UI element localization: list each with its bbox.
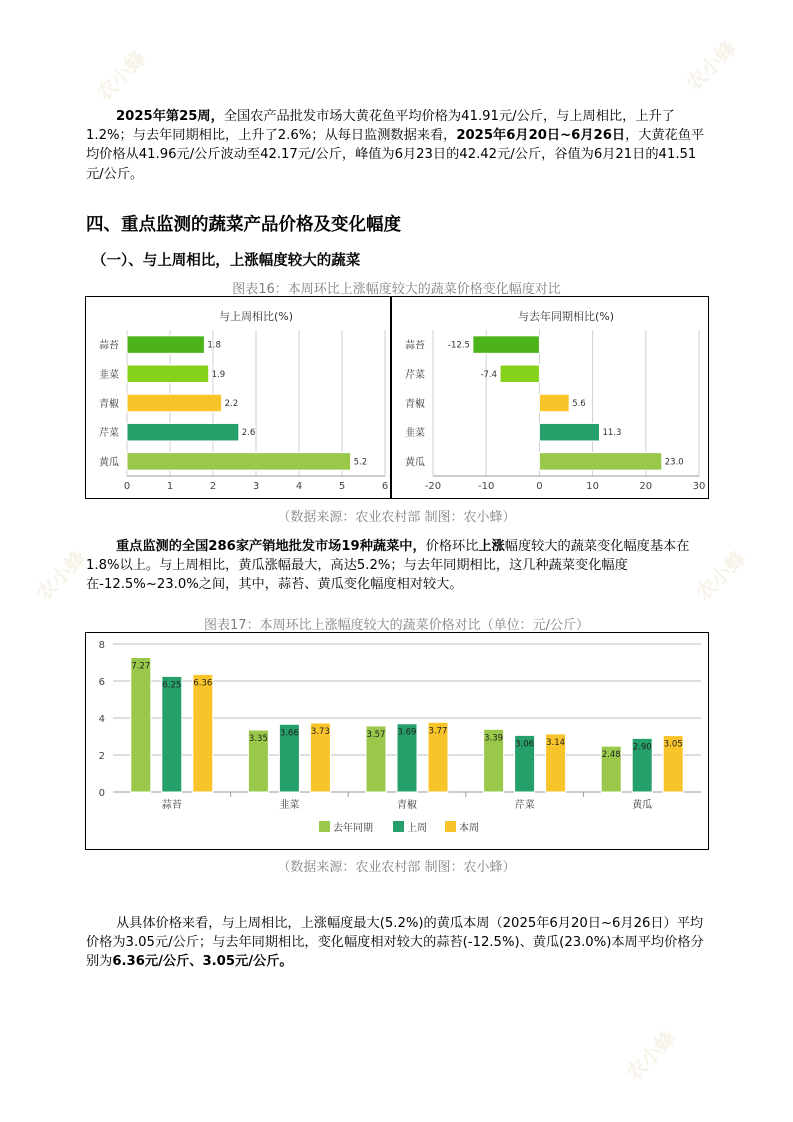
x-tick-label: 30: [692, 481, 706, 492]
data-label: 2.6: [241, 428, 256, 439]
x-tick-label: 6: [381, 481, 389, 492]
watermark: 农小蜂: [31, 545, 91, 606]
bar: [127, 394, 222, 412]
watermark: 农小蜂: [681, 35, 741, 96]
data-label: -12.5: [447, 340, 470, 351]
bar: [539, 423, 599, 441]
data-label: 3.06: [515, 739, 535, 750]
data-label: 6.36: [193, 678, 213, 689]
legend-swatch: [319, 821, 330, 832]
section-title: 四、重点监测的蔬菜产品价格及变化幅度: [86, 215, 401, 235]
chart17-source: （数据来源：农业农村部 制图：农小蜂）: [277, 860, 516, 875]
legend-swatch: [393, 821, 404, 832]
category-label: 青椒: [99, 399, 119, 410]
final-paragraph: 从具体价格来看，与上周相比，上涨幅度最大(5.2%)的黄瓜本周（2025年6月20日~6月26日）平均价格为3.05元/公斤；与去年同期相比，变化幅度相对较大的蒜苔(-12.5%)、黄瓜(23.0%)本周平均价格分别为6.36元/公斤、3.05元/公斤。: [86, 916, 704, 970]
legend-label: 上周: [407, 823, 427, 834]
data-label: 2.90: [632, 742, 652, 753]
bar: [162, 676, 182, 792]
bar: [539, 453, 661, 471]
data-label: 7.27: [131, 661, 151, 672]
data-label: 5.6: [572, 399, 586, 409]
x-tick-label: 20: [639, 481, 653, 492]
category-label: 黄瓜: [99, 457, 119, 469]
x-tick-label: 0: [536, 481, 543, 492]
category-label: 芹菜: [514, 800, 535, 811]
bar: [127, 336, 204, 354]
chart17-caption: 图表17：本周环比上涨幅度较大的蔬菜价格对比（单位：元/公斤）: [204, 618, 589, 633]
y-tick-label: 6: [98, 677, 105, 688]
watermark: 农小蜂: [91, 45, 151, 106]
data-label: -7.4: [480, 369, 498, 380]
category-label: 蒜苔: [161, 800, 182, 811]
data-label: 2.2: [224, 399, 239, 409]
chart16-svg: [85, 296, 709, 499]
chart17: [85, 632, 709, 854]
bar: [127, 453, 351, 471]
x-tick-label: 4: [295, 481, 303, 492]
watermark: 农小蜂: [621, 1025, 681, 1086]
category-label: 韭菜: [99, 369, 119, 381]
chart16-source: （数据来源：农业农村部 制图：农小蜂）: [277, 510, 516, 525]
category-label: 青椒: [397, 800, 417, 811]
legend-swatch: [445, 821, 456, 832]
bar: [127, 423, 239, 441]
chart16-caption: 图表16：本周环比上涨幅度较大的蔬菜价格变化幅度对比: [232, 282, 561, 297]
x-tick-label: 3: [252, 481, 260, 492]
x-tick-label: -10: [478, 481, 495, 492]
category-label: 芹菜: [405, 369, 425, 381]
x-tick-label: 2: [209, 481, 217, 492]
x-tick-label: 0: [123, 481, 131, 492]
x-tick-label: 1: [166, 481, 174, 492]
data-label: 3.05: [663, 739, 683, 750]
data-label: 11.3: [602, 428, 622, 439]
middle-paragraph: 重点监测的全国286家产销地批发市场19种蔬菜中，价格环比上涨幅度较大的蔬菜变化幅度基本在1.8%以上。与上周相比，黄瓜涨幅最大，高达5.2%；与去年同期相比，这几种蔬菜变化幅度在-12.5%~23.0%之间，其中，蒜苔、黄瓜变化幅度相对较大。: [86, 539, 690, 593]
panel-title: 与去年同期相比(%): [517, 310, 615, 323]
subsection-title: （一）、与上周相比，上涨幅度较大的蔬菜: [92, 253, 361, 269]
legend-label: 本周: [459, 823, 479, 834]
category-label: 蒜苔: [405, 340, 425, 352]
data-label: 3.69: [397, 727, 417, 738]
y-tick-label: 4: [98, 714, 105, 725]
category-label: 芹菜: [99, 428, 119, 440]
legend-label: 去年同期: [333, 823, 373, 834]
category-label: 蒜苔: [99, 340, 119, 352]
panel-title: 与上周相比(%): [218, 310, 294, 323]
x-tick-label: -20: [424, 481, 442, 492]
data-label: 1.8: [207, 340, 221, 351]
category-label: 青椒: [405, 399, 425, 410]
category-label: 韭菜: [279, 800, 300, 811]
y-tick-label: 2: [98, 751, 105, 762]
data-label: 2.48: [601, 750, 621, 761]
bar: [539, 394, 569, 412]
watermark: 农小蜂: [691, 545, 751, 606]
y-tick-label: 8: [98, 640, 105, 651]
data-label: 1.9: [211, 369, 226, 380]
bar: [193, 674, 213, 792]
x-tick-label: 10: [586, 481, 599, 492]
data-label: 3.77: [428, 726, 448, 737]
data-label: 3.39: [484, 733, 504, 744]
bar: [500, 365, 539, 383]
category-label: 韭菜: [405, 428, 425, 440]
data-label: 3.57: [366, 729, 386, 740]
bar: [127, 365, 209, 383]
data-label: 5.2: [353, 457, 368, 468]
intro-paragraph: 2025年第25周，全国农产品批发市场大黄花鱼平均价格为41.91元/公斤，与上周相比，上升了1.2%；与去年同期相比，上升了2.6%；从每日监测数据来看，2025年6月20日~6月26日，大黄花鱼平均价格从41.96元/公斤波动至42.17元/公斤，峰值为6月23日的42.42元/公斤，谷值为6月21日的41.51元/公斤。: [86, 109, 705, 182]
data-label: 3.35: [248, 734, 268, 745]
data-label: 23.0: [664, 457, 684, 468]
x-tick-label: 5: [338, 481, 346, 492]
category-label: 黄瓜: [632, 800, 653, 811]
y-tick-label: 0: [98, 788, 105, 799]
category-label: 黄瓜: [405, 457, 425, 469]
data-label: 3.14: [546, 737, 566, 748]
bar: [473, 336, 540, 354]
data-label: 3.73: [310, 726, 330, 737]
data-label: 3.66: [279, 728, 299, 739]
chart17-svg: [85, 632, 709, 850]
chart16: [85, 296, 709, 503]
data-label: 6.25: [162, 680, 182, 691]
bar: [131, 658, 151, 792]
